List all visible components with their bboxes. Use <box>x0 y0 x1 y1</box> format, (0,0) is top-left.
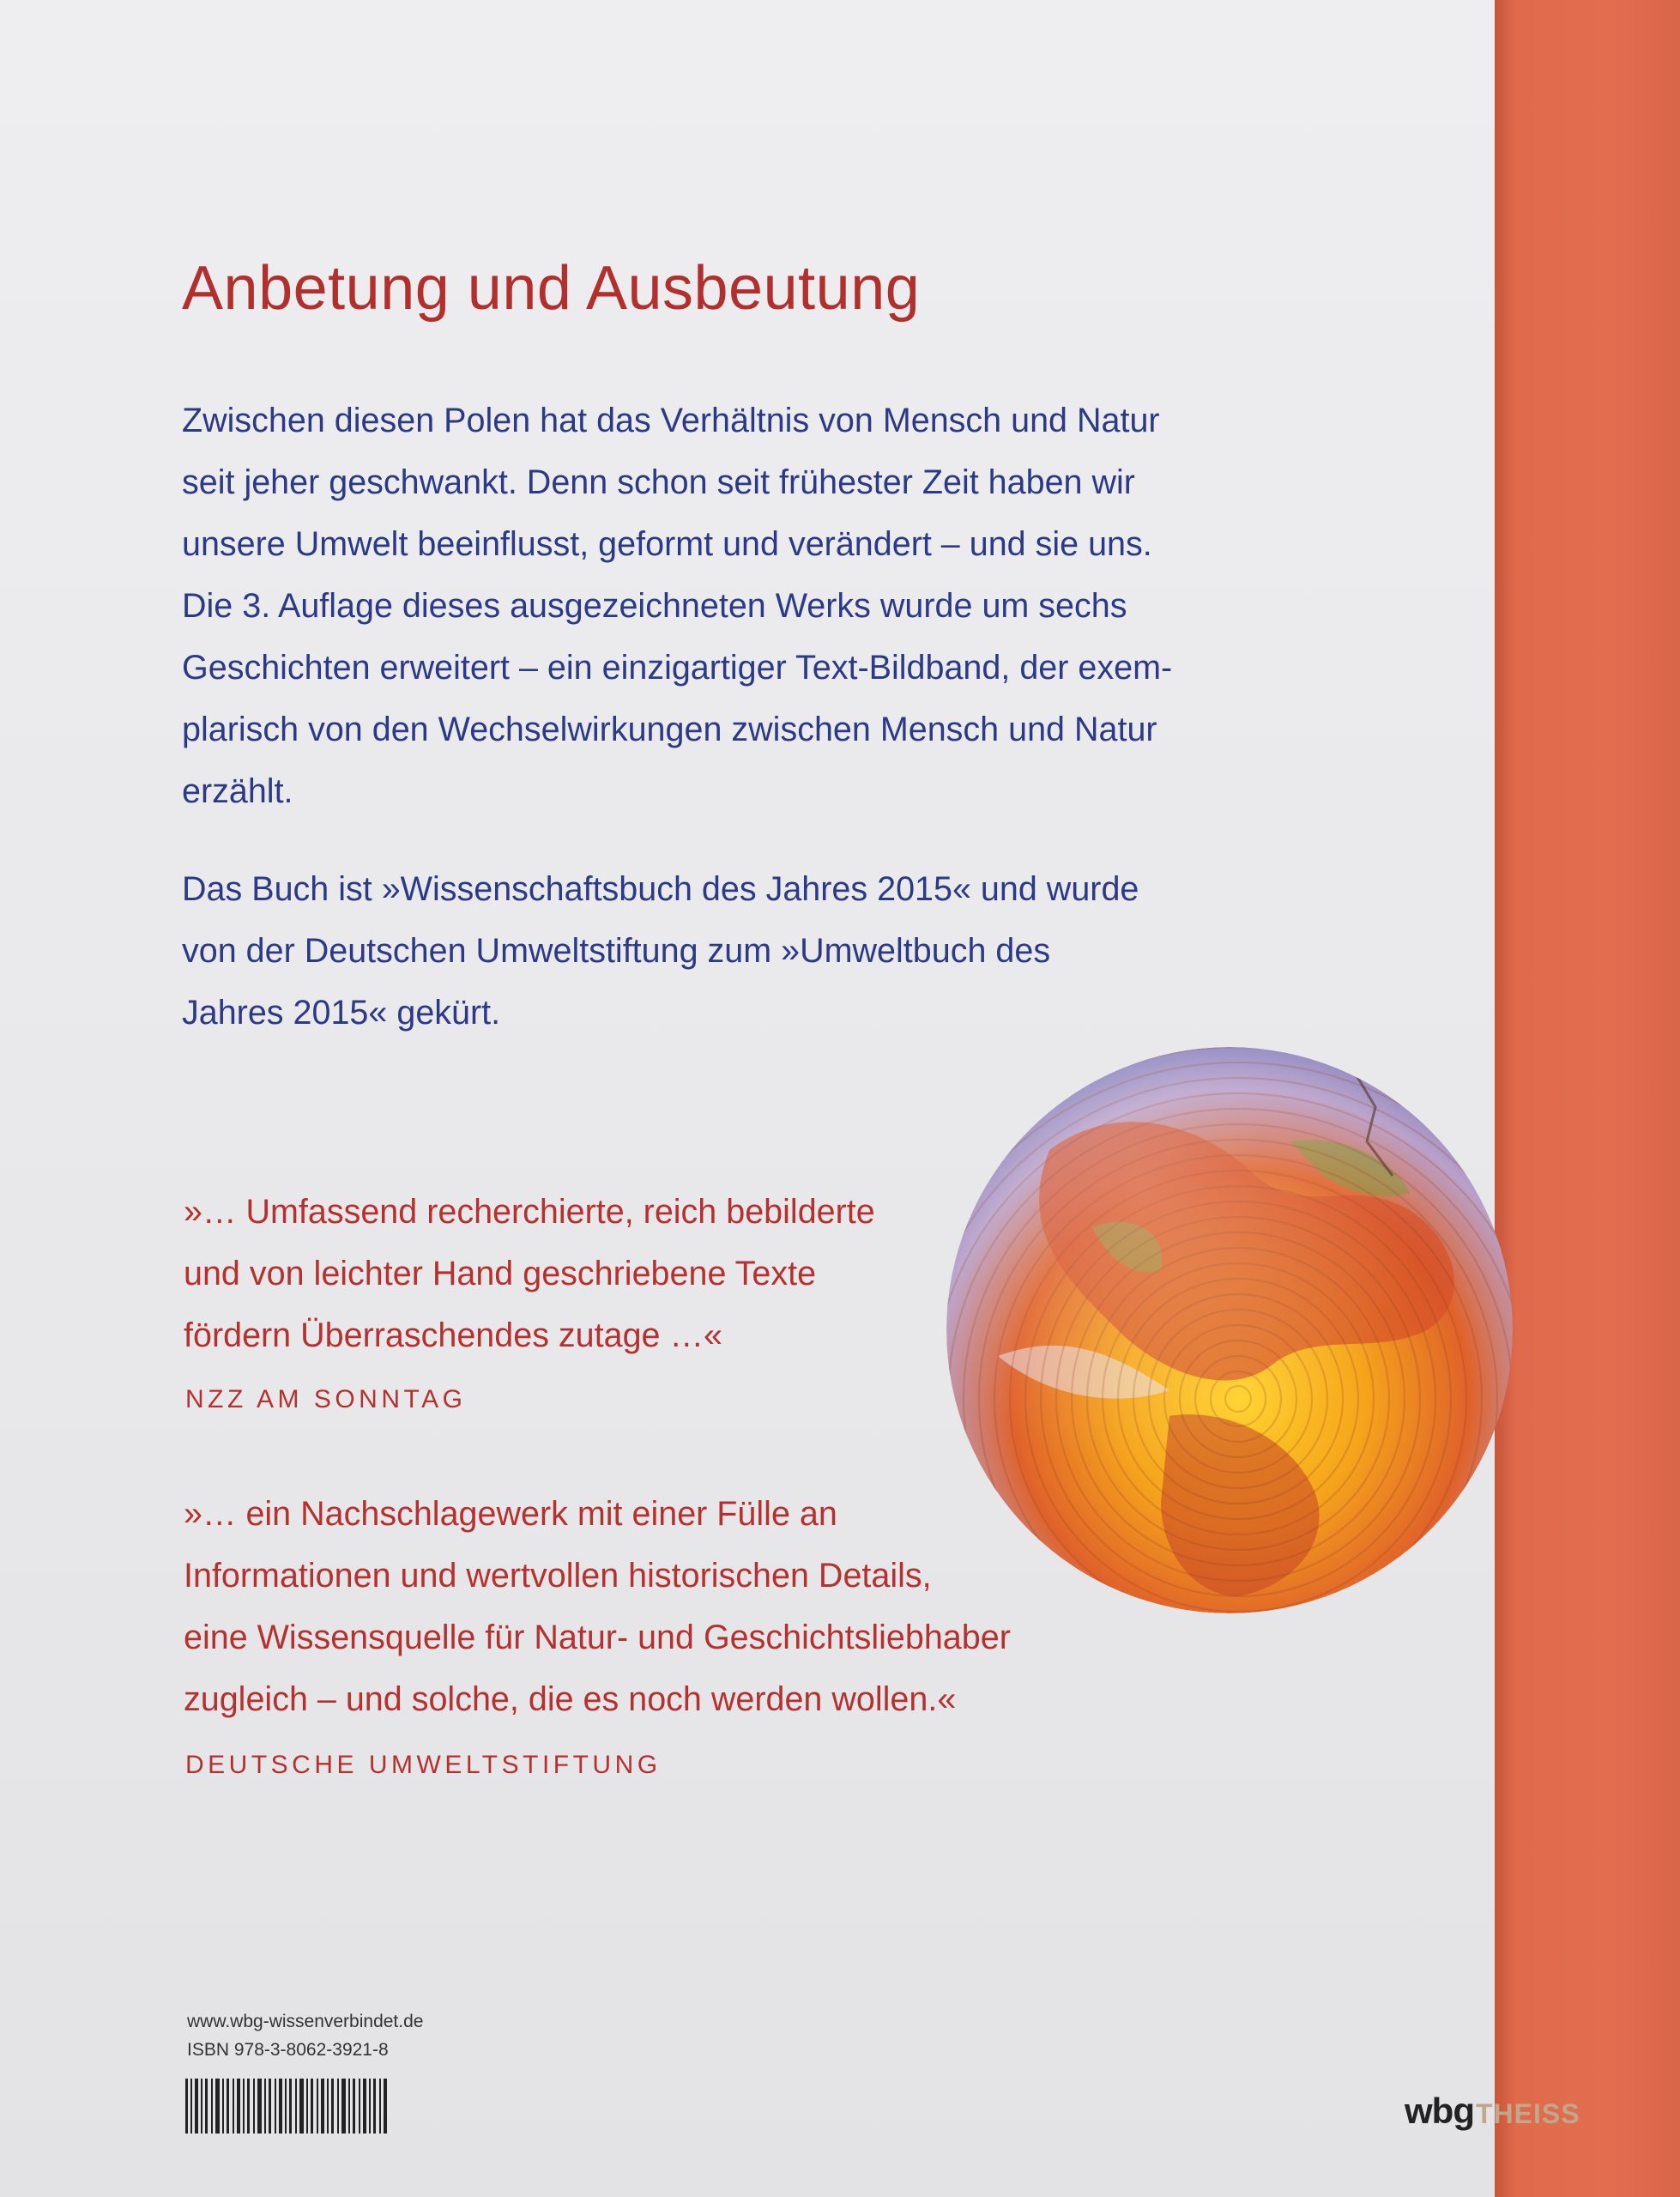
publisher-url: www.wbg-wissenverbindet.de <box>187 2012 424 2031</box>
book-spine <box>1495 0 1680 2197</box>
isbn-number: ISBN 978-3-8062-3921-8 <box>187 2040 389 2060</box>
paragraph-line: plarisch von den Wechselwirkungen zwischen Mensch und Natur <box>182 711 1157 748</box>
paragraph-line: unsere Umwelt beeinflusst, geformt und verändert – und sie uns. <box>182 525 1152 563</box>
description-paragraph <box>182 390 1172 822</box>
quote-line: und von leichter Hand geschriebene Texte <box>184 1255 817 1292</box>
paragraph-line: erzählt. <box>182 772 293 810</box>
paragraph-line: seit jeher geschwankt. Denn schon seit frühester Zeit haben wir <box>182 463 1135 501</box>
quote-line: zugleich – und solche, die es noch werden wollen.« <box>184 1680 957 1718</box>
publisher-logo <box>1405 2091 1580 2132</box>
paragraph-line: von der Deutschen Umweltstiftung zum »Umweltbuch des <box>182 932 1051 970</box>
wbg-logo-text: wbg <box>1405 2091 1474 2131</box>
globe-illustration <box>946 1047 1513 1613</box>
quote-source: DEUTSCHE UMWELTSTIFTUNG <box>185 1751 662 1779</box>
paragraph-line: Geschichten erweitert – ein einzigartiger Text-Bildband, der exem- <box>182 649 1173 687</box>
review-quote-nzz <box>184 1181 875 1366</box>
tree-ring-globe-image <box>946 1047 1513 1613</box>
quote-line: Informationen und wertvollen historischen Details, <box>184 1557 932 1595</box>
award-paragraph <box>182 858 1139 1044</box>
quote-line: »… ein Nachschlagewerk mit einer Fülle an <box>184 1495 837 1533</box>
paragraph-line: Die 3. Auflage dieses ausgezeichneten Werks wurde um sechs <box>182 587 1127 625</box>
quote-source: NZZ AM SONNTAG <box>185 1385 467 1413</box>
quote-line: »… Umfassend recherchierte, reich bebilderte <box>184 1193 875 1231</box>
paragraph-line: Zwischen diesen Polen hat das Verhältnis von Mensch und Natur <box>182 402 1160 439</box>
barcode-icon <box>185 2079 391 2133</box>
paragraph-line: Das Buch ist »Wissenschaftsbuch des Jahres 2015« und wurde <box>182 870 1139 908</box>
review-quote-umweltstiftung <box>184 1483 1011 1730</box>
paragraph-line: Jahres 2015« gekürt. <box>182 994 501 1032</box>
quote-line: eine Wissensquelle für Natur- und Geschichtsliebhaber <box>184 1619 1011 1656</box>
quote-line: fördern Überraschendes zutage …« <box>184 1316 722 1354</box>
theiss-logo-text: THEISS <box>1475 2098 1580 2129</box>
cover-heading: Anbetung und Ausbeutung <box>182 254 921 323</box>
